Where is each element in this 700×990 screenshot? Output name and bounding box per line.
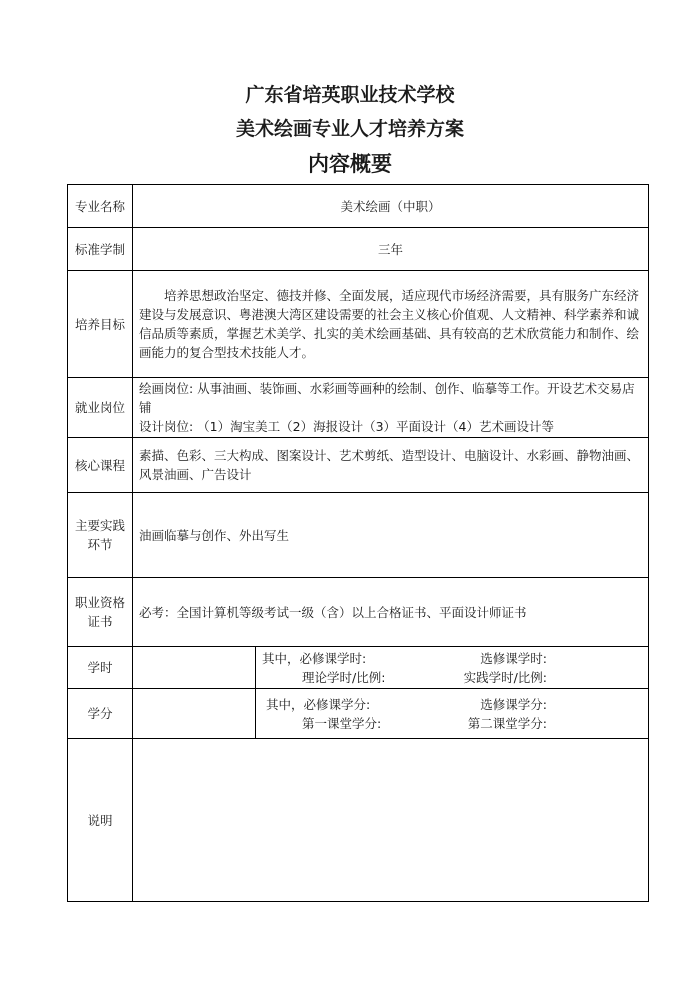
hours-total-cell — [133, 647, 256, 689]
row-jobs — [68, 378, 649, 438]
label-goal: 培养目标 — [68, 271, 133, 378]
credits-first: 第一课堂学分: — [302, 715, 382, 731]
jobs-line-design: 设计岗位: （1）淘宝美工（2）海报设计（3）平面设计（4）艺术画设计等 — [139, 419, 554, 434]
label-cert-line2: 证书 — [87, 614, 113, 629]
credits-second: 第二课堂学分: — [467, 715, 548, 731]
hours-practice: 实践学时/比例: — [463, 669, 548, 685]
page-subtitle: 内容概要 — [308, 152, 392, 176]
summary-table — [67, 184, 648, 902]
hours-detail-cell — [256, 647, 649, 689]
label-courses: 核心课程 — [68, 438, 133, 493]
label-cert — [68, 578, 133, 647]
row-practice — [68, 493, 649, 578]
label-credits: 学分 — [68, 689, 133, 739]
label-practice — [68, 493, 133, 578]
value-goal: 培养思想政治坚定、德技并修、全面发展，适应现代市场经济需要，具有服务广东经济建设与发展意识、粤港澳大湾区建设需要的社会主义核心价值观、人文精神、科学素养和诚信品质等素质，掌握艺术美学、扎实的美术绘画基础、具有较高的艺术欣赏能力和制作、绘画能力的复合型技术技能人才。 — [133, 271, 649, 378]
value-practice: 油画临摹与创作、外出写生 — [133, 493, 649, 578]
value-duration: 三年 — [133, 228, 649, 271]
hours-row1 — [262, 649, 642, 668]
label-duration: 标准学制 — [68, 228, 133, 271]
value-jobs — [133, 378, 649, 438]
credits-elective: 选修课学分: — [480, 696, 548, 712]
row-credits — [68, 689, 649, 739]
label-practice-line2: 环节 — [87, 537, 113, 552]
row-duration — [68, 228, 649, 271]
hours-required: 其中，必修课学时: — [262, 650, 367, 666]
credits-required: 其中，必修课学分: — [266, 696, 371, 712]
row-hours — [68, 647, 649, 689]
hours-elective: 选修课学时: — [480, 650, 548, 666]
school-title: 广东省培英职业技术学校 — [245, 84, 455, 106]
value-notes — [133, 739, 649, 902]
credits-row1 — [262, 695, 642, 714]
plan-title: 美术绘画专业人才培养方案 — [235, 118, 464, 140]
hours-theory: 理论学时/比例: — [302, 669, 386, 685]
row-notes — [68, 739, 649, 902]
row-cert — [68, 578, 649, 647]
credits-detail-cell — [256, 689, 649, 739]
label-jobs: 就业岗位 — [68, 378, 133, 438]
label-cert-line1: 职业资格 — [74, 595, 125, 610]
label-hours: 学时 — [68, 647, 133, 689]
label-major: 专业名称 — [68, 185, 133, 228]
row-courses — [68, 438, 649, 493]
value-courses: 素描、色彩、三大构成、图案设计、艺术剪纸、造型设计、电脑设计、水彩画、静物油画、风景油画、广告设计 — [133, 438, 649, 493]
label-notes: 说明 — [68, 739, 133, 902]
row-major — [68, 185, 649, 228]
label-practice-line1: 主要实践 — [74, 518, 125, 533]
hours-row2 — [262, 668, 642, 687]
row-goal — [68, 271, 649, 378]
credits-total-cell — [133, 689, 256, 739]
value-major: 美术绘画（中职） — [133, 185, 649, 228]
credits-row2 — [262, 714, 642, 733]
value-cert: 必考：全国计算机等级考试一级（含）以上合格证书、平面设计师证书 — [133, 578, 649, 647]
jobs-line-painting: 绘画岗位: 从事油画、装饰画、水彩画等画种的绘制、创作、临摹等工作。开设艺术交易店铺 — [139, 381, 635, 415]
